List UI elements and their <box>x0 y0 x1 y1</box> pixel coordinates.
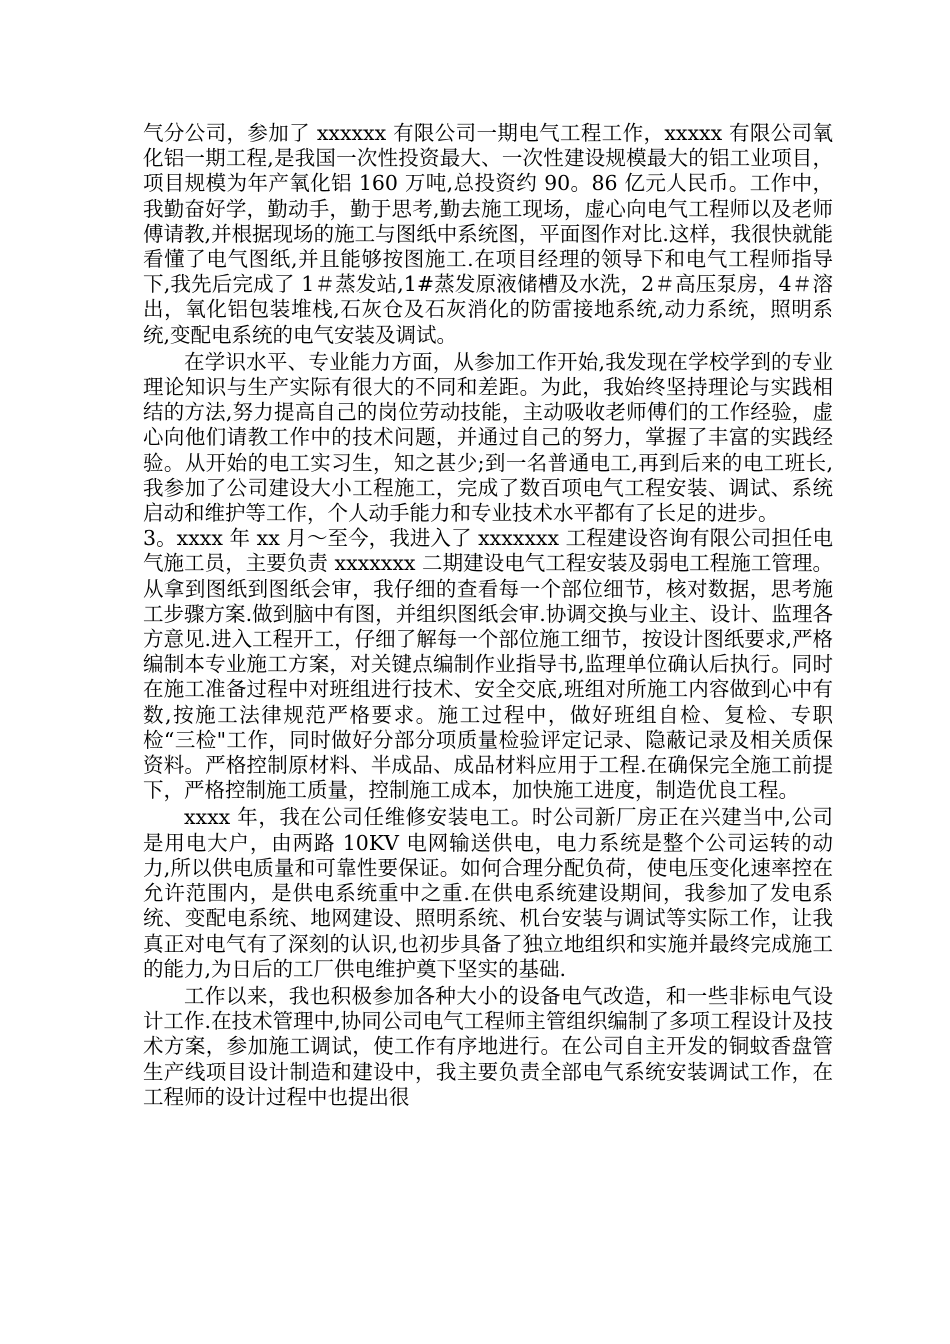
paragraph-2: 在学识水平、专业能力方面，从参加工作开始,我发现在学校学到的专业理论知识与生产实际有很大的不同和差距。为此，我始终坚持理论与实践相结的方法,努力提高自己的岗位劳动技能，主动吸收老师傅们的工作经验，虚心向他们请教工作中的技术问题，并通过自己的努力，掌握了丰富的实践经验。从开始的电工实习生，知之甚少;到一名普通电工,再到后来的电工班长,我参加了公司建设大小工程施工，完成了数百项电气工程安装、调试、系统启动和维护等工作，个人动手能力和专业技术水平都有了长足的进步。 <box>143 349 833 526</box>
paragraph-3: 3。xxxx 年 xx 月～至今，我进入了 xxxxxxx 工程建设咨询有限公司担任电气施工员，主要负责 xxxxxxx 二期建设电气工程安装及弱电工程施工管理。从拿到图纸到图纸会审，我仔细的查看每一个部位细节，核对数据，思考施工步骤方案.做到脑中有图，并组织图纸会审.协调交换与业主、设计、监理各方意见.进入工程开工，仔细了解每一个部位施工细节，按设计图纸要求,严格编制本专业施工方案，对关键点编制作业指导书,监理单位确认后执行。同时在施工准备过程中对班组进行技术、安全交底,班组对所施工内容做到心中有数,按施工法律规范严格要求。施工过程中，做好班组自检、复检、专职检“三检"工作，同时做好分部分项质量检验评定记录、隐蔽记录及相关质保资料。严格控制原材料、半成品、成品材料应用于工程.在确保完全施工前提下，严格控制施工质量，控制施工成本，加快施工进度，制造优良工程。 <box>143 526 833 803</box>
paragraph-5: 工作以来，我也积极参加各种大小的设备电气改造，和一些非标电气设计工作.在技术管理中,协同公司电气工程师主管组织编制了多项工程设计及技术方案，参加施工调试，使工作有序地进行。在公司自主开发的铜蚊香盘管生产线项目设计制造和建设中，我主要负责全部电气系统安装调试工作，在工程师的设计过程中也提出很 <box>143 983 833 1109</box>
paragraph-4: xxxx 年，我在公司任维修安装电工。时公司新厂房正在兴建当中,公司是用电大户，由两路 10KV 电网输送供电，电力系统是整个公司运转的动力,所以供电质量和可靠性要保证。如何合理分配负荷，使电压变化速率控在允许范围内，是供电系统重中之重.在供电系统建设期间，我参加了发电系统、变配电系统、地网建设、照明系统、机台安装与调试等实际工作，让我真正对电气有了深刻的认识,也初步具备了独立地组织和实施并最终完成施工的能力,为日后的工厂供电维护奠下坚实的基础. <box>143 805 833 981</box>
paragraph-1: 气分公司，参加了 xxxxxx 有限公司一期电气工程工作，xxxxx 有限公司氧化铝一期工程,是我国一次性投资最大、一次性建设规模最大的铝工业项目，项目规模为年产氧化铝 160 万吨,总投资约 90。86 亿元人民币。工作中，我勤奋好学，勤动手，勤于思考,勤去施工现场，虚心向电气工程师以及老师傅请教,并根据现场的施工与图纸中系统图，平面图作对比.这样，我很快就能看懂了电气图纸,并且能够按图施工.在项目经理的领导下和电气工程师指导下,我先后完成了 1＃蒸发站,1#蒸发原液储槽及水洗，2＃高压泵房，4＃溶出，氧化铝包装堆栈,石灰仓及石灰消化的防雷接地系统,动力系统，照明系统,变配电系统的电气安装及调试。 <box>143 121 833 347</box>
document-page <box>143 121 833 1110</box>
